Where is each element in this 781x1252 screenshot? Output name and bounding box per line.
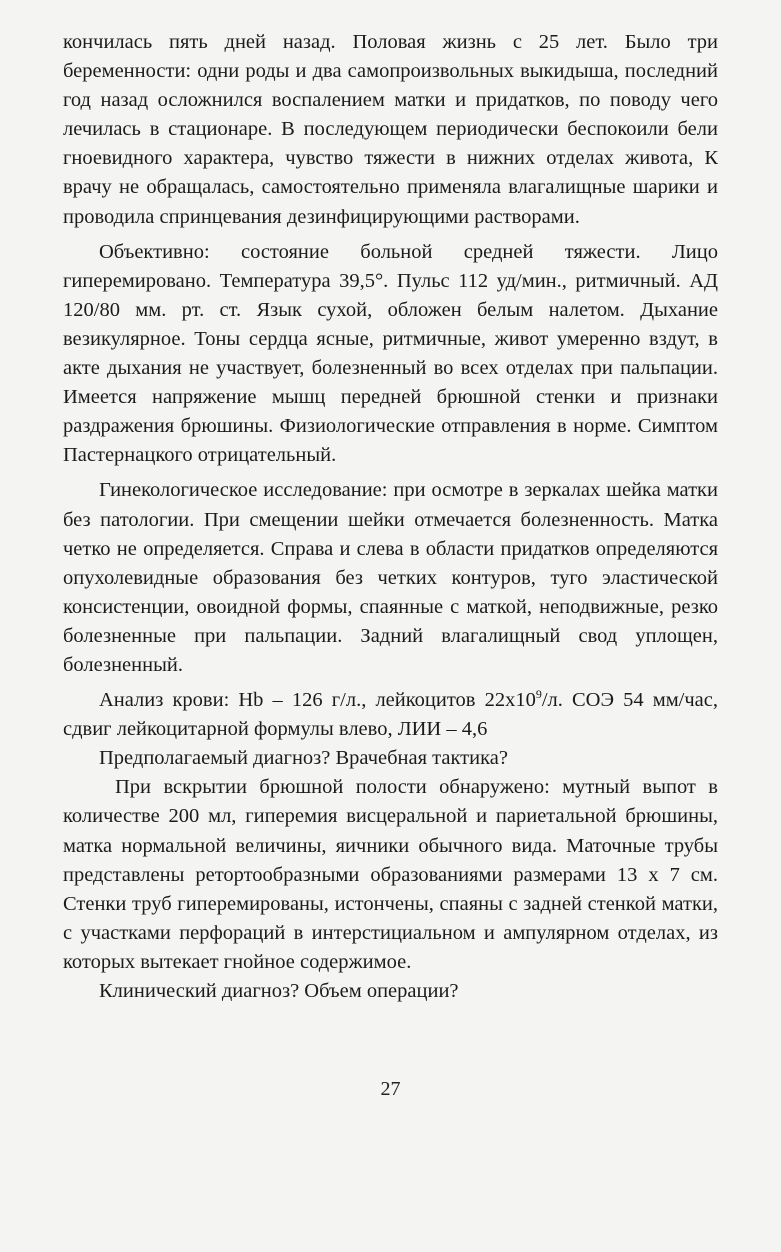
paragraph-anamnesis: кончилась пять дней назад. Половая жизнь с 25 лет. Было три беременности: одни роды и два самопроизвольных выкидыша, последний год назад осложнился воспалением матки и придатков, по поводу чего лечилась в стационаре. В последующем периодически беспокоили бели гноевидного характера, чувство тяжести в нижних отделах живота, К врачу не обращалась, самостоятельно применяла влагалищные шарики и проводила спринцевания дезинфицирующими растворами. <box>63 31 718 228</box>
paragraph-gynecological-exam: Гинекологическое исследование: при осмотре в зеркалах шейка матки без патологии. При смещении шейки отмечается болезненность. Матка четко не определяется. Справа и слева в области придатков определяются опухолевидные образования без четких контуров, туго эластической консистенции, овоидной формы, спаянные с маткой, неподвижные, резко болезненные при пальпации. Задний влагалищный свод уплощен, болезненный. <box>63 479 718 676</box>
page-number: 27 <box>380 1078 401 1100</box>
body-text <box>63 28 718 1006</box>
question-diagnosis-tactics: Предполагаемый диагноз? Врачебная тактика? <box>99 747 508 770</box>
question-clinical-diagnosis: Клинический диагноз? Объем операции? <box>99 980 459 1002</box>
paragraph-surgery-findings: При вскрытии брюшной полости обнаружено: мутный выпот в количестве 200 мл, гиперемия висцеральной и париетальной брюшины, матка нормальной величины, яичники обычного вида. Маточные трубы представлены ретортообразными образованиями размерами 13 х 7 см. Стенки труб гиперемированы, истончены, спаяны с задней стенкой матки, с участками перфораций в интерстициальном и ампулярном отделах, из которых вытекает гнойное содержимое. <box>63 776 718 973</box>
paragraph-blood-test <box>63 686 718 744</box>
blood-test-exponent: 9 <box>535 687 542 702</box>
blood-test-text-end: /л. СОЭ 54 мм/час, сдвиг лейкоцитарной формулы влево, ЛИИ – 4,6 <box>63 689 719 741</box>
paragraph-objective-exam: Объективно: состояние больной средней тяжести. Лицо гиперемировано. Температура 39,5°. Пульс 112 уд/мин., ритмичный. АД 120/80 мм. рт. ст. Язык сухой, обложен белым налетом. Дыхание везикулярное. Тоны сердца ясные, ритмичные, живот умеренно вздут, в акте дыхания не участвует, болезненный во всех отделах при пальпации. Имеется напряжение мышц передней брюшной стенки и признаки раздражения брюшины. Физиологические отправления в норме. Симптом Пастернацкого отрицательный. <box>63 240 718 467</box>
blood-test-text-start: Анализ крови: Hb – 126 г/л., лейкоцитов 22х10 <box>99 689 536 712</box>
